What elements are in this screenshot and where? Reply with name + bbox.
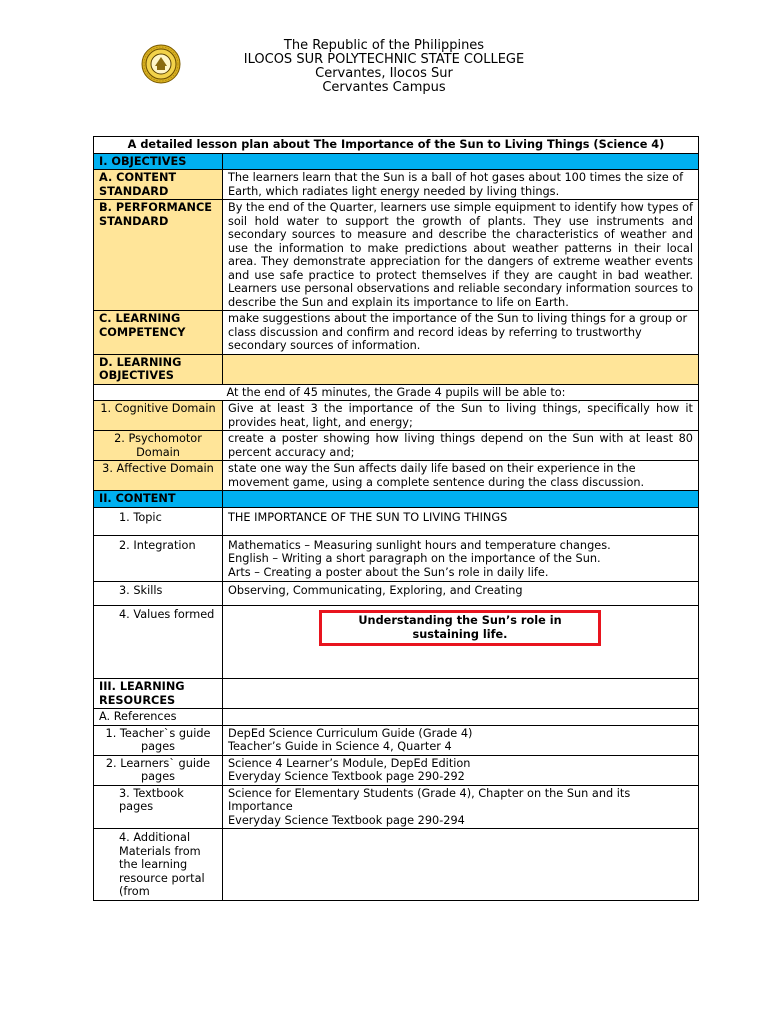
integration-label: 2. Integration [94,535,223,582]
document-header [0,39,768,95]
learners-guide-text [223,755,699,785]
psychomotor-domain-label: 2. Psychomotor Domain [94,431,223,461]
header-location: Cervantes, Ilocos Sur [315,66,453,81]
content-standard-text: The learners learn that the Sun is a ball of hot gases about 100 times the size of Earth, which radiates light energy needed by living things. [223,170,699,200]
textbook-pages-label: 3. Textbook pages [94,785,223,829]
topic-label: 1. Topic [94,507,223,535]
performance-standard-text: By the end of the Quarter, learners use simple equipment to identify how types of soil hold water to support the growth of plants. They use instruments and secondary sources to measure and describe the characteristics of weather and use the information to make predictions about weather patterns in their local area. They demonstrate appreciation for the dangers of extreme weather events and use safe practice to protect themselves if they are caught in bad weather. Learners use personal observations and reliable secondary information sources to describe the Sun and explain its importance to life on Earth. [223,200,699,311]
textbook-line: Science for Elementary Students (Grade 4), Chapter on the Sun and its Importance [228,786,631,813]
topic-text: THE IMPORTANCE OF THE SUN TO LIVING THINGS [223,507,699,535]
learners-guide-label: 2. Learners` guide pages [94,755,223,785]
learners-guide-line: Everyday Science Textbook page 290-292 [228,770,465,783]
learning-objectives-label: D. LEARNING OBJECTIVES [94,354,223,384]
lesson-title-row [94,137,699,154]
objectives-heading: I. OBJECTIVES [94,153,223,170]
content-standard-label: A. CONTENT STANDARD [94,170,223,200]
skills-text: Observing, Communicating, Exploring, and Creating [223,582,699,606]
textbook-pages-text [223,785,699,829]
lesson-title: A detailed lesson plan about The Importance of the Sun to Living Things (Science 4) [94,137,699,154]
values-label: 4. Values formed [94,606,223,679]
header-republic: The Republic of the Philippines [283,38,485,53]
teachers-guide-line: DepEd Science Curriculum Guide (Grade 4) [228,726,473,740]
lesson-plan-table [93,136,699,901]
skills-label: 3. Skills [94,582,223,606]
objectives-intro: At the end of 45 minutes, the Grade 4 pupils will be able to: [94,384,699,401]
cognitive-domain-label: 1. Cognitive Domain [94,401,223,431]
learners-guide-line: Science 4 Learner’s Module, DepEd Edition [228,756,471,770]
values-formed-box: Understanding the Sun’s role in sustaining life. [319,610,601,646]
teachers-guide-label: 1. Teacher`s guide pages [94,725,223,755]
affective-domain-label: 3. Affective Domain [94,461,223,491]
affective-domain-text: state one way the Sun affects daily life based on their experience in the movement game, using a complete sentence during the class discussion. [223,461,699,491]
references-label: A. References [94,709,223,726]
integration-line: Arts – Creating a poster about the Sun’s role in daily life. [228,565,549,579]
header-college: ILOCOS SUR POLYTECHNIC STATE COLLEGE [243,52,525,67]
teachers-guide-text [223,725,699,755]
integration-line: Mathematics – Measuring sunlight hours and temperature changes. [228,538,611,552]
textbook-line: Everyday Science Textbook page 290-294 [228,813,465,827]
teachers-guide-line: Teacher’s Guide in Science 4, Quarter 4 [228,740,452,753]
performance-standard-label: B. PERFORMANCE STANDARD [94,200,223,311]
additional-materials-label: 4. Additional Materials from the learning resource portal (from [94,829,223,901]
integration-line: English – Writing a short paragraph on the importance of the Sun. [228,552,601,565]
integration-text [223,535,699,582]
header-campus: Cervantes Campus [322,80,446,95]
college-seal-logo [141,44,181,84]
psychomotor-domain-text: create a poster showing how living things depend on the Sun with at least 80 percent accuracy and; [223,431,699,461]
learning-competency-text: make suggestions about the importance of the Sun to living things for a group or class discussion and confirm and record ideas by referring to trustworthy secondary sources of information. [223,311,699,355]
cognitive-domain-text: Give at least 3 the importance of the Sun to living things, specifically how it provides heat, light, and energy; [223,401,699,431]
content-heading: II. CONTENT [94,491,223,508]
learning-competency-label: C. LEARNING COMPETENCY [94,311,223,355]
learning-resources-label: III. LEARNING RESOURCES [94,679,223,709]
